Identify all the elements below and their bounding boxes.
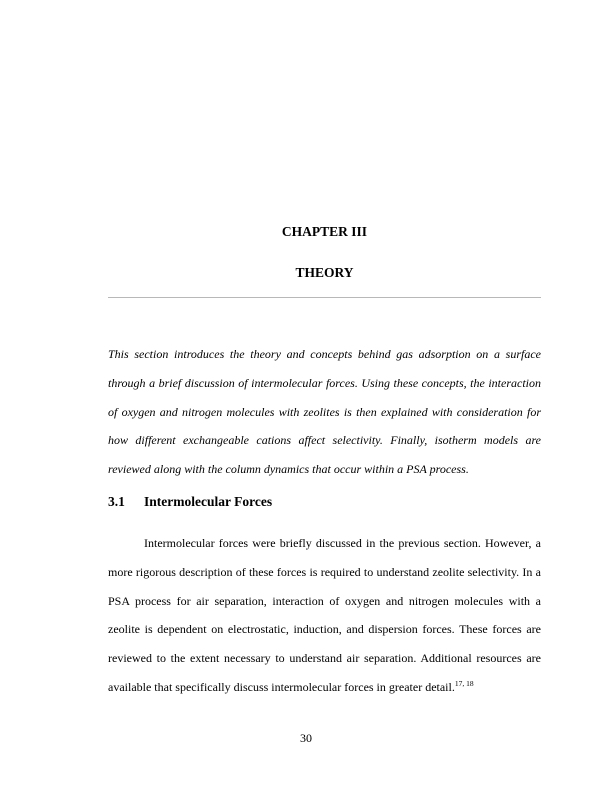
citation-superscript: 17, 18 xyxy=(454,678,474,688)
section-body-text: Intermolecular forces were briefly discussed in the previous section. However, a more rigorous description of these forces is required to understand zeolite selectivity. In a PSA process for air separation, interaction of oxygen and nitrogen molecules with a zeolite is dependent on electrostatic, induction, and dispersion forces. These forces are reviewed to the extent necessary to understand air separation. Additional resources are available that specifically discuss intermolecular forces in greater detail. xyxy=(108,536,541,694)
chapter-label: CHAPTER III xyxy=(281,224,368,239)
section-number: 3.1 xyxy=(108,494,125,509)
chapter-title: THEORY xyxy=(295,265,354,280)
title-divider xyxy=(108,297,541,298)
section-heading xyxy=(108,494,272,510)
intro-paragraph: This section introduces the theory and concepts behind gas adsorption on a surface through a brief discussion of intermolecular forces. Using these concepts, the interaction of oxygen and nitrogen molecules with zeolites is then explained with consideration for how different exchangeable cations affect selectivity. Finally, isotherm models are reviewed along with the column dynamics that occur within a PSA process. xyxy=(108,347,541,477)
section-title: Intermolecular Forces xyxy=(144,494,273,509)
page-number: 30 xyxy=(300,731,312,745)
section-body-paragraph xyxy=(108,529,541,702)
